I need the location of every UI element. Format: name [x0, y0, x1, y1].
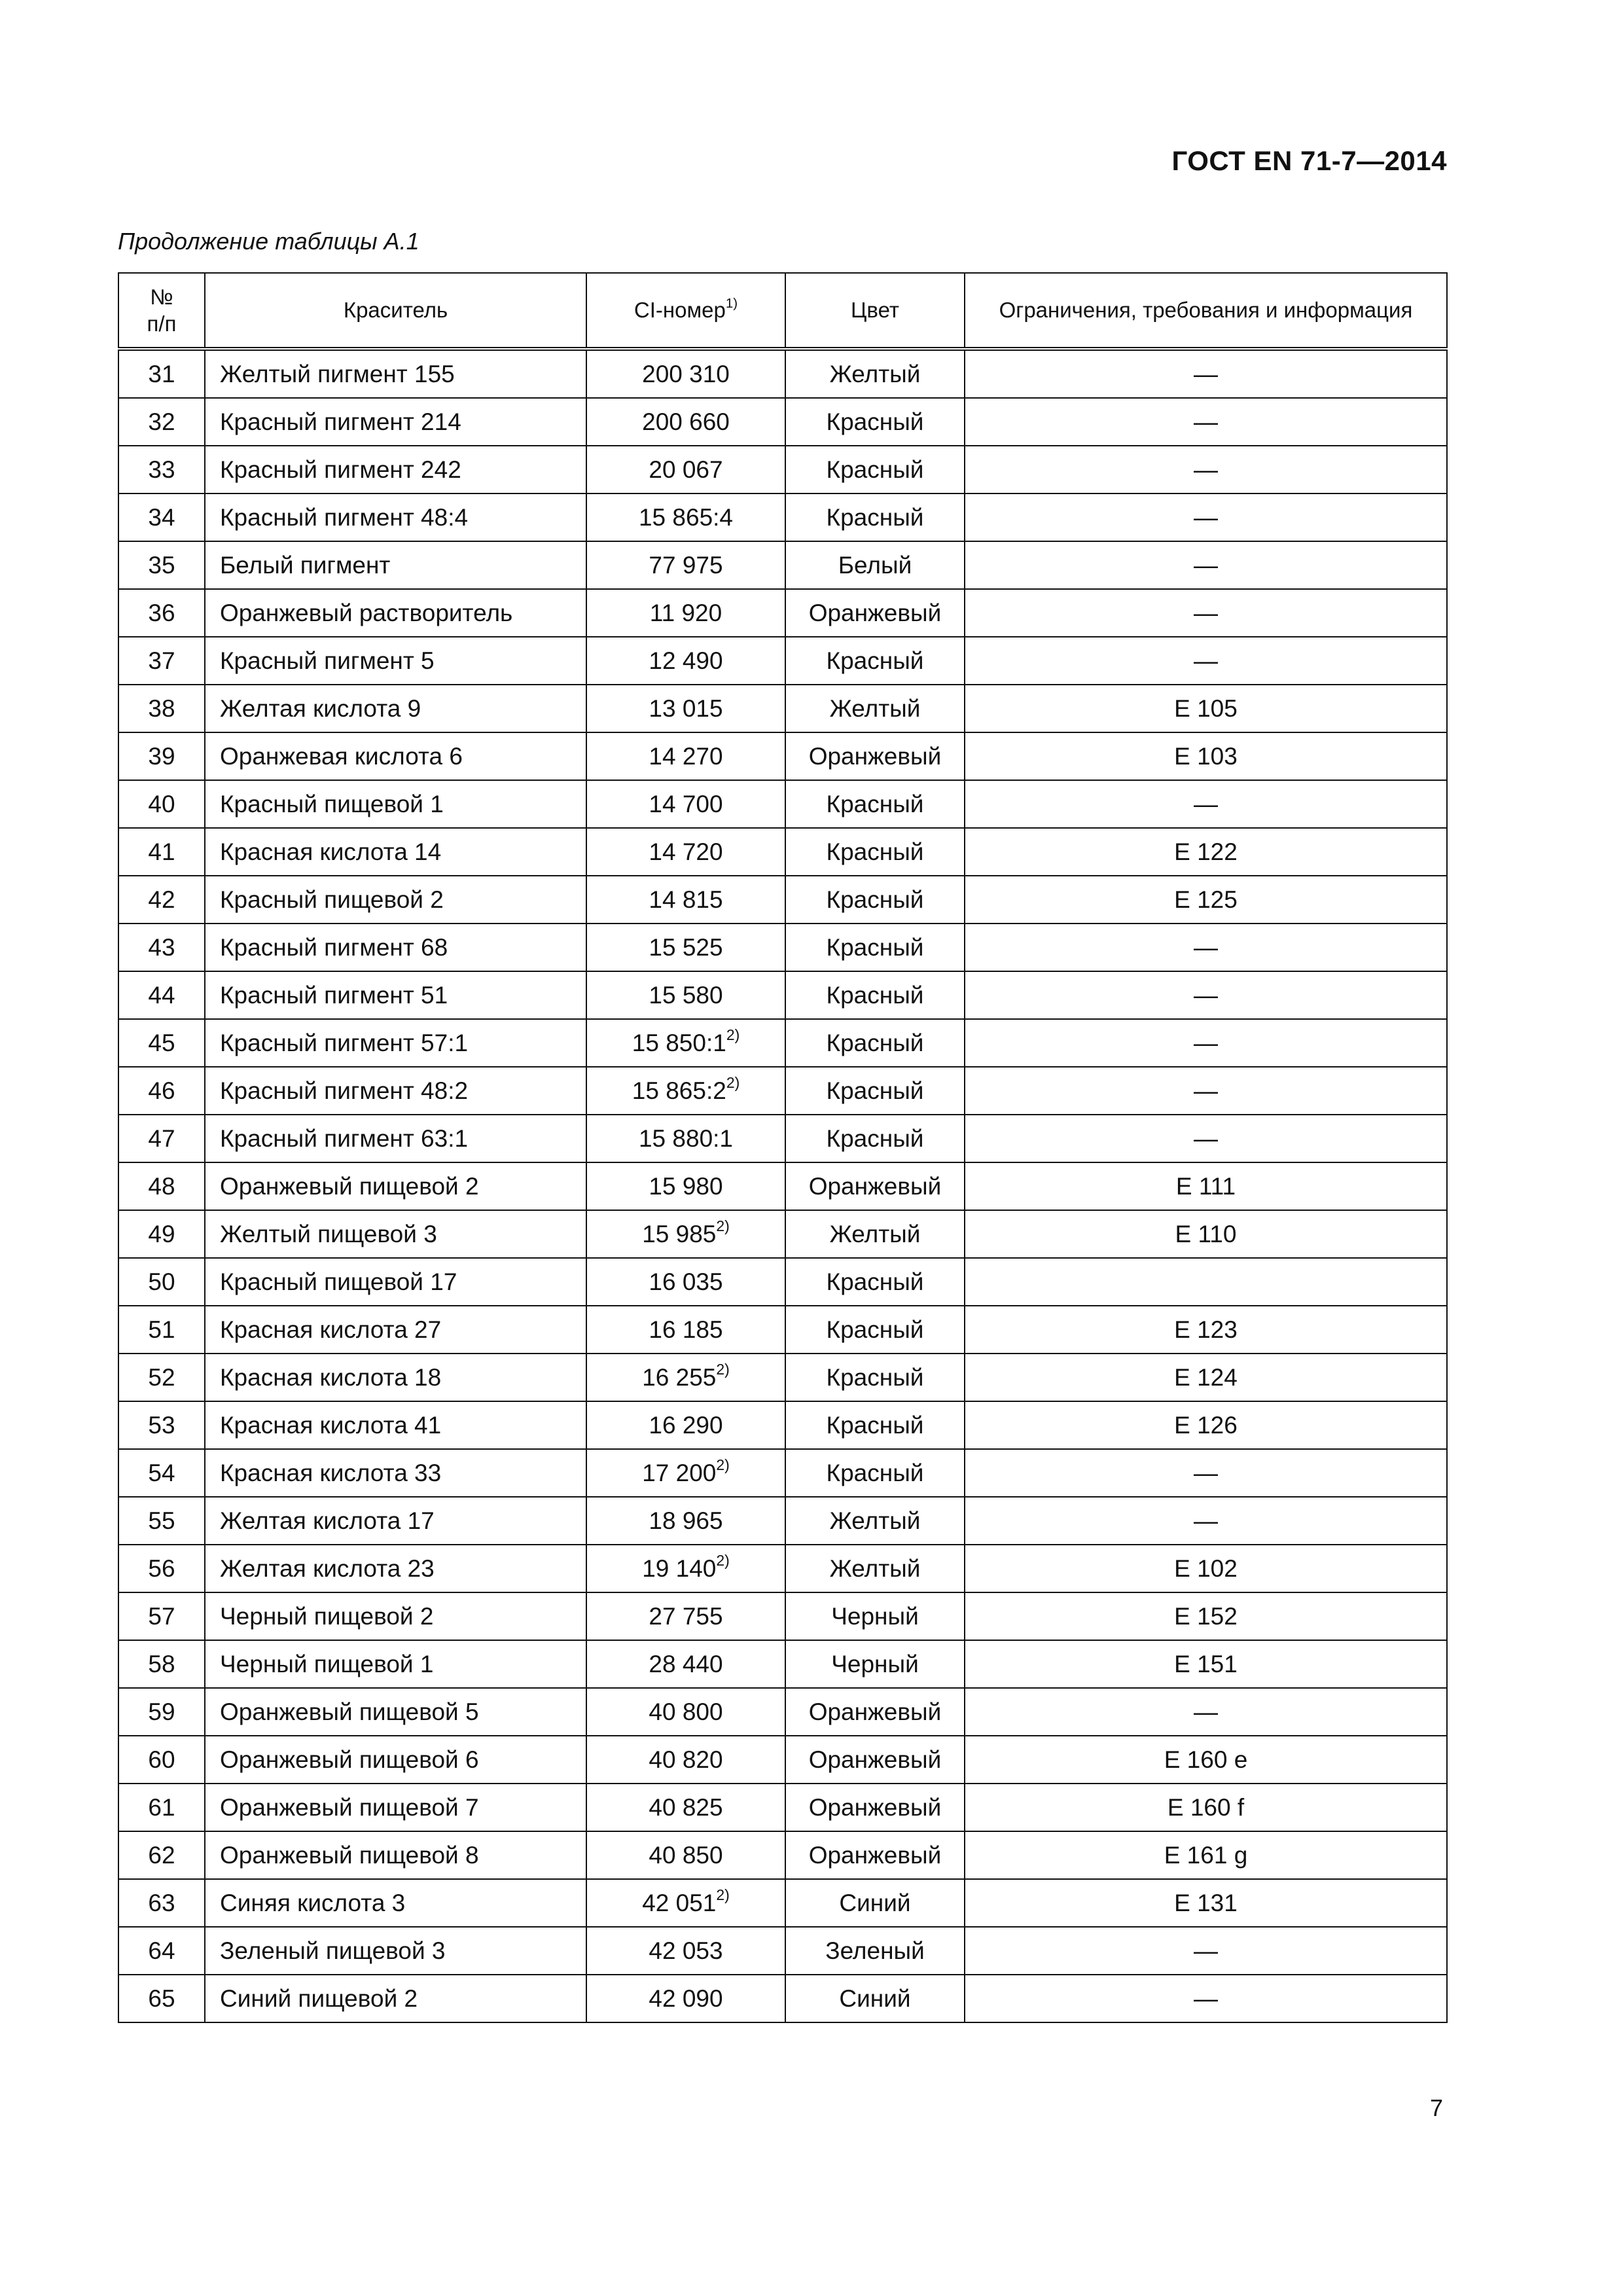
dye-color: Красный: [785, 1258, 965, 1306]
table-row: [118, 1449, 1447, 1497]
restriction-info: —: [965, 1688, 1447, 1736]
dye-name: Желтый пигмент 155: [205, 349, 586, 398]
dye-color: Красный: [785, 1019, 965, 1067]
ci-number-cell: [586, 1258, 785, 1306]
row-number: 43: [118, 924, 205, 971]
dye-color: Красный: [785, 876, 965, 924]
row-number: 37: [118, 637, 205, 685]
dye-color: Красный: [785, 828, 965, 876]
row-number: 63: [118, 1879, 205, 1927]
document-standard-header: ГОСТ EN 71-7—2014: [1171, 145, 1447, 176]
row-number: 55: [118, 1497, 205, 1545]
dye-name: Красный пигмент 214: [205, 398, 586, 446]
ci-number: 27 755: [649, 1602, 723, 1630]
dye-name: Желтая кислота 17: [205, 1497, 586, 1545]
dye-name: Желтая кислота 23: [205, 1545, 586, 1592]
ci-number: 42 051: [642, 1889, 717, 1916]
table-row: [118, 1210, 1447, 1258]
dye-name: Красный пигмент 68: [205, 924, 586, 971]
table-row: [118, 828, 1447, 876]
ci-number: 77 975: [649, 551, 723, 579]
dye-name: Зеленый пищевой 3: [205, 1927, 586, 1975]
table-row: [118, 1831, 1447, 1879]
restriction-info: E 111: [965, 1162, 1447, 1210]
row-number: 62: [118, 1831, 205, 1879]
dye-color: Оранжевый: [785, 1162, 965, 1210]
ci-number-cell: [586, 1019, 785, 1067]
row-number: 47: [118, 1115, 205, 1162]
restriction-info: E 124: [965, 1354, 1447, 1401]
ci-footnote: 2): [716, 1360, 730, 1378]
table-row: [118, 637, 1447, 685]
dye-color: Красный: [785, 493, 965, 541]
dye-color: Красный: [785, 1354, 965, 1401]
ci-number-cell: [586, 1354, 785, 1401]
dye-color: Желтый: [785, 1545, 965, 1592]
ci-number: 15 865:4: [638, 503, 734, 531]
dye-name: Красный пигмент 57:1: [205, 1019, 586, 1067]
table-row: [118, 398, 1447, 446]
dye-color: Белый: [785, 541, 965, 589]
restriction-info: E 105: [965, 685, 1447, 732]
ci-number: 12 490: [649, 647, 723, 674]
ci-footnote: 2): [726, 1073, 740, 1091]
row-number: 57: [118, 1592, 205, 1640]
ci-number: 42 053: [649, 1937, 723, 1964]
restriction-info: —: [965, 971, 1447, 1019]
restriction-info: E 102: [965, 1545, 1447, 1592]
table-row: [118, 1162, 1447, 1210]
dye-name: Красный пищевой 1: [205, 780, 586, 828]
column-header-number-abbr: п/п: [147, 312, 177, 336]
restriction-info: —: [965, 493, 1447, 541]
restriction-info: —: [965, 637, 1447, 685]
ci-number: 40 820: [649, 1746, 723, 1773]
restriction-info: —: [965, 398, 1447, 446]
table-row: [118, 1258, 1447, 1306]
restriction-info: —: [965, 349, 1447, 398]
ci-number: 40 800: [649, 1698, 723, 1725]
dye-color: Оранжевый: [785, 1831, 965, 1879]
dye-name: Красный пищевой 2: [205, 876, 586, 924]
dye-color: Желтый: [785, 1210, 965, 1258]
dye-color: Красный: [785, 1449, 965, 1497]
dye-color: Синий: [785, 1975, 965, 2022]
header-row: [118, 273, 1447, 349]
dye-name: Черный пищевой 1: [205, 1640, 586, 1688]
ci-number-cell: [586, 876, 785, 924]
restriction-info: E 160 f: [965, 1784, 1447, 1831]
dye-name: Красный пигмент 63:1: [205, 1115, 586, 1162]
ci-number: 17 200: [642, 1459, 717, 1486]
restriction-info: —: [965, 541, 1447, 589]
dye-color: Красный: [785, 780, 965, 828]
restriction-info: E 161 g: [965, 1831, 1447, 1879]
column-header-color: Цвет: [785, 273, 965, 349]
row-number: 45: [118, 1019, 205, 1067]
table-row: [118, 1306, 1447, 1354]
table-row: [118, 1019, 1447, 1067]
ci-number: 18 965: [649, 1507, 723, 1534]
dye-name: Красный пигмент 48:4: [205, 493, 586, 541]
restriction-info: E 110: [965, 1210, 1447, 1258]
dye-color: Красный: [785, 924, 965, 971]
ci-number: 15 980: [649, 1172, 723, 1200]
dye-name: Оранжевый пищевой 2: [205, 1162, 586, 1210]
row-number: 42: [118, 876, 205, 924]
ci-number-cell: [586, 1162, 785, 1210]
ci-number-cell: [586, 1306, 785, 1354]
dye-color: Оранжевый: [785, 732, 965, 780]
restriction-info: —: [965, 780, 1447, 828]
dye-color: Оранжевый: [785, 1688, 965, 1736]
ci-number-cell: [586, 685, 785, 732]
dye-color: Желтый: [785, 1497, 965, 1545]
row-number: 61: [118, 1784, 205, 1831]
ci-number: 13 015: [649, 694, 723, 722]
ci-number: 14 700: [649, 790, 723, 817]
dye-name: Белый пигмент: [205, 541, 586, 589]
column-header-ci: [586, 273, 785, 349]
restriction-info: [965, 1258, 1447, 1306]
table-row: [118, 1354, 1447, 1401]
restriction-info: E 123: [965, 1306, 1447, 1354]
table-row: [118, 446, 1447, 493]
row-number: 59: [118, 1688, 205, 1736]
table-row: [118, 589, 1447, 637]
table-row: [118, 1592, 1447, 1640]
ci-number-cell: [586, 780, 785, 828]
dye-color: Красный: [785, 637, 965, 685]
dye-color: Оранжевый: [785, 1784, 965, 1831]
ci-number-cell: [586, 1975, 785, 2022]
dye-name: Синяя кислота 3: [205, 1879, 586, 1927]
table-row: [118, 1401, 1447, 1449]
table-row: [118, 349, 1447, 398]
restriction-info: E 160 e: [965, 1736, 1447, 1784]
ci-number: 15 985: [642, 1220, 717, 1247]
ci-number: 19 140: [642, 1554, 717, 1582]
dye-color: Красный: [785, 1067, 965, 1115]
dye-name: Красный пигмент 5: [205, 637, 586, 685]
dye-name: Оранжевый растворитель: [205, 589, 586, 637]
table-caption: Продолжение таблицы А.1: [118, 228, 419, 255]
table-row: [118, 1545, 1447, 1592]
dye-name: Оранжевый пищевой 5: [205, 1688, 586, 1736]
table-row: [118, 1784, 1447, 1831]
row-number: 54: [118, 1449, 205, 1497]
dye-name: Черный пищевой 2: [205, 1592, 586, 1640]
ci-number: 40 850: [649, 1841, 723, 1869]
row-number: 64: [118, 1927, 205, 1975]
row-number: 49: [118, 1210, 205, 1258]
table-row: [118, 1688, 1447, 1736]
restriction-info: —: [965, 1019, 1447, 1067]
restriction-info: E 151: [965, 1640, 1447, 1688]
restriction-info: —: [965, 1927, 1447, 1975]
ci-number-cell: [586, 493, 785, 541]
ci-footnote: 2): [716, 1551, 730, 1569]
ci-footnote: 2): [716, 1217, 730, 1234]
ci-number-cell: [586, 1879, 785, 1927]
ci-number-cell: [586, 1401, 785, 1449]
ci-number: 15 525: [649, 933, 723, 961]
ci-number: 42 090: [649, 1984, 723, 2012]
dye-color: Синий: [785, 1879, 965, 1927]
row-number: 34: [118, 493, 205, 541]
ci-number: 15 880:1: [638, 1124, 734, 1152]
ci-number: 16 185: [649, 1316, 723, 1343]
restriction-info: —: [965, 1449, 1447, 1497]
ci-number-cell: [586, 1736, 785, 1784]
row-number: 40: [118, 780, 205, 828]
dye-name: Красная кислота 33: [205, 1449, 586, 1497]
restriction-info: —: [965, 1067, 1447, 1115]
column-header-dye: Краситель: [205, 273, 586, 349]
ci-number-cell: [586, 1640, 785, 1688]
dye-color: Черный: [785, 1592, 965, 1640]
dye-name: Красная кислота 14: [205, 828, 586, 876]
ci-number: 200 660: [642, 408, 730, 435]
ci-number: 16 255: [642, 1363, 717, 1391]
row-number: 58: [118, 1640, 205, 1688]
table-row: [118, 1115, 1447, 1162]
row-number: 35: [118, 541, 205, 589]
ci-number-cell: [586, 1067, 785, 1115]
ci-number-cell: [586, 637, 785, 685]
ci-number: 14 270: [649, 742, 723, 770]
row-number: 32: [118, 398, 205, 446]
dye-name: Красный пигмент 51: [205, 971, 586, 1019]
restriction-info: —: [965, 1497, 1447, 1545]
ci-footnote: 2): [716, 1886, 730, 1903]
row-number: 36: [118, 589, 205, 637]
dye-name: Красная кислота 18: [205, 1354, 586, 1401]
restriction-info: E 126: [965, 1401, 1447, 1449]
ci-number-cell: [586, 1545, 785, 1592]
table-row: [118, 780, 1447, 828]
row-number: 46: [118, 1067, 205, 1115]
table-body: [118, 349, 1447, 2022]
dye-table: [118, 272, 1448, 2023]
ci-number-cell: [586, 446, 785, 493]
table-row: [118, 971, 1447, 1019]
dye-name: Красная кислота 41: [205, 1401, 586, 1449]
ci-number-cell: [586, 541, 785, 589]
ci-number: 16 035: [649, 1268, 723, 1295]
table-row: [118, 924, 1447, 971]
ci-number-cell: [586, 971, 785, 1019]
page-number: 7: [1429, 2094, 1443, 2121]
dye-name: Красный пигмент 242: [205, 446, 586, 493]
dye-name: Красная кислота 27: [205, 1306, 586, 1354]
ci-number-cell: [586, 1927, 785, 1975]
column-header-info: Ограничения, требования и информация: [965, 273, 1447, 349]
ci-number: 20 067: [649, 456, 723, 483]
row-number: 33: [118, 446, 205, 493]
restriction-info: —: [965, 446, 1447, 493]
dye-name: Красный пищевой 17: [205, 1258, 586, 1306]
dye-color: Черный: [785, 1640, 965, 1688]
row-number: 50: [118, 1258, 205, 1306]
table-row: [118, 493, 1447, 541]
dye-color: Красный: [785, 446, 965, 493]
table-row: [118, 1497, 1447, 1545]
ci-footnote: 2): [716, 1456, 730, 1473]
dye-color: Красный: [785, 1401, 965, 1449]
restriction-info: E 131: [965, 1879, 1447, 1927]
row-number: 39: [118, 732, 205, 780]
table-row: [118, 1927, 1447, 1975]
dye-color: Красный: [785, 398, 965, 446]
ci-number-cell: [586, 924, 785, 971]
restriction-info: E 122: [965, 828, 1447, 876]
row-number: 65: [118, 1975, 205, 2022]
row-number: 51: [118, 1306, 205, 1354]
ci-number-cell: [586, 349, 785, 398]
restriction-info: —: [965, 924, 1447, 971]
dye-color: Красный: [785, 1306, 965, 1354]
ci-number-cell: [586, 828, 785, 876]
dye-color: Красный: [785, 1115, 965, 1162]
ci-number: 40 825: [649, 1793, 723, 1821]
dye-name: Оранжевый пищевой 7: [205, 1784, 586, 1831]
dye-name: Оранжевая кислота 6: [205, 732, 586, 780]
restriction-info: —: [965, 1975, 1447, 2022]
ci-number-cell: [586, 1831, 785, 1879]
ci-number-cell: [586, 1449, 785, 1497]
row-number: 52: [118, 1354, 205, 1401]
ci-number: 28 440: [649, 1650, 723, 1677]
row-number: 31: [118, 349, 205, 398]
ci-footnote: 2): [726, 1026, 740, 1043]
restriction-info: E 103: [965, 732, 1447, 780]
dye-name: Желтая кислота 9: [205, 685, 586, 732]
column-header-ci-label: CI-номер: [633, 298, 726, 323]
ci-number-cell: [586, 1210, 785, 1258]
dye-color: Желтый: [785, 685, 965, 732]
dye-name: Красный пигмент 48:2: [205, 1067, 586, 1115]
row-number: 48: [118, 1162, 205, 1210]
table-header: [118, 273, 1447, 349]
column-header-number: [118, 273, 205, 349]
column-header-ci-footnote: 1): [725, 296, 738, 312]
dye-color: Оранжевый: [785, 1736, 965, 1784]
ci-number: 15 865:2: [632, 1077, 726, 1104]
dye-name: Синий пищевой 2: [205, 1975, 586, 2022]
dye-color: Оранжевый: [785, 589, 965, 637]
ci-number: 16 290: [649, 1411, 723, 1439]
row-number: 44: [118, 971, 205, 1019]
ci-number: 14 720: [649, 838, 723, 865]
table-row: [118, 1640, 1447, 1688]
row-number: 38: [118, 685, 205, 732]
ci-number-cell: [586, 1592, 785, 1640]
ci-number-cell: [586, 398, 785, 446]
dye-color: Желтый: [785, 349, 965, 398]
dye-color: Зеленый: [785, 1927, 965, 1975]
table-row: [118, 685, 1447, 732]
ci-number-cell: [586, 1688, 785, 1736]
row-number: 53: [118, 1401, 205, 1449]
ci-number: 15 850:1: [632, 1029, 726, 1056]
ci-number-cell: [586, 1497, 785, 1545]
column-header-number-symbol: №: [150, 284, 173, 309]
row-number: 56: [118, 1545, 205, 1592]
dye-name: Оранжевый пищевой 6: [205, 1736, 586, 1784]
dye-name: Оранжевый пищевой 8: [205, 1831, 586, 1879]
row-number: 41: [118, 828, 205, 876]
restriction-info: E 152: [965, 1592, 1447, 1640]
restriction-info: —: [965, 1115, 1447, 1162]
dye-color: Красный: [785, 971, 965, 1019]
dye-name: Желтый пищевой 3: [205, 1210, 586, 1258]
restriction-info: E 125: [965, 876, 1447, 924]
table-row: [118, 1879, 1447, 1927]
row-number: 60: [118, 1736, 205, 1784]
table-row: [118, 1067, 1447, 1115]
table-row: [118, 541, 1447, 589]
table-row: [118, 876, 1447, 924]
restriction-info: —: [965, 589, 1447, 637]
table-row: [118, 1975, 1447, 2022]
ci-number-cell: [586, 1115, 785, 1162]
ci-number: 15 580: [649, 981, 723, 1009]
ci-number-cell: [586, 589, 785, 637]
ci-number-cell: [586, 1784, 785, 1831]
ci-number: 11 920: [649, 599, 722, 626]
table-row: [118, 1736, 1447, 1784]
ci-number-cell: [586, 732, 785, 780]
ci-number: 200 310: [642, 360, 730, 387]
ci-number: 14 815: [649, 886, 723, 913]
table-row: [118, 732, 1447, 780]
